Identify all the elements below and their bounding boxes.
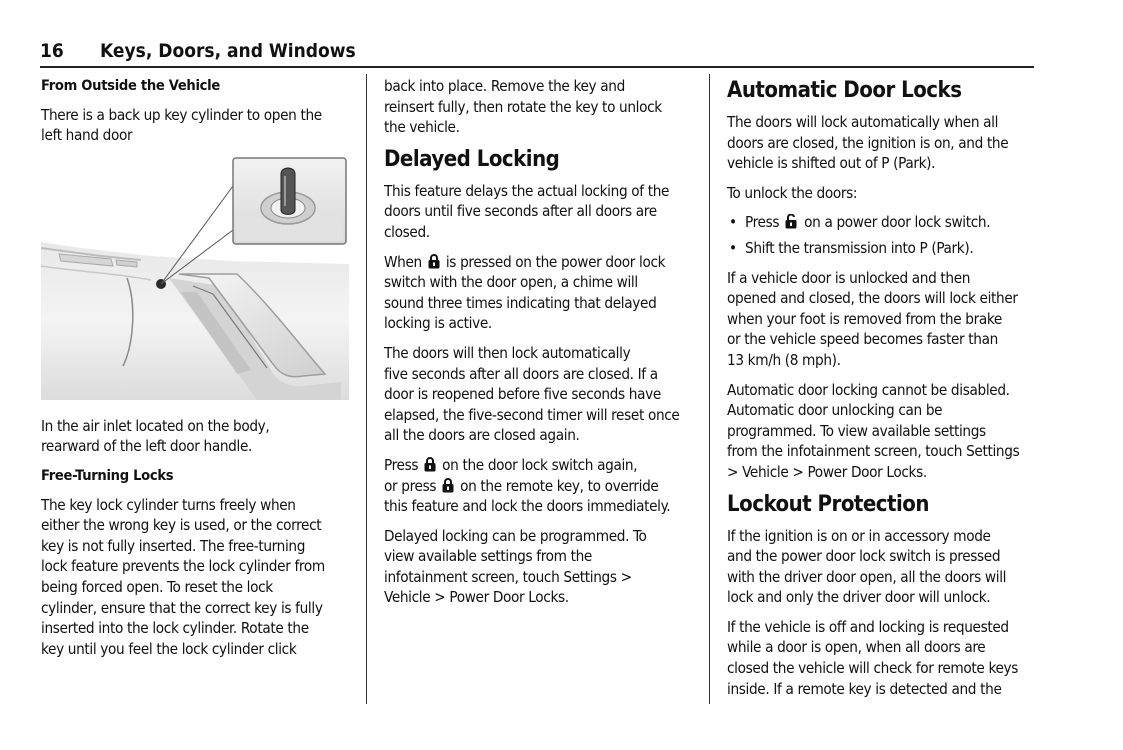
list-item [727, 238, 1039, 259]
bullet: • [729, 213, 737, 232]
column-divider [709, 74, 710, 704]
paragraph: This feature delays the actual locking of the doors until five seconds after all doors are closed. [384, 181, 670, 241]
text: is pressed on the power door lock switch with the door open, a chime will sound three times indicating that delayed locking is active. [384, 252, 666, 333]
paragraph: Automatic door locking cannot be disabled. Automatic door unlocking can be programmed. To view available settings from the infotainment screen, touch Settings > Vehicle > Power Door Locks. [727, 380, 1020, 481]
column-divider [366, 74, 367, 704]
page-number: 16 [40, 40, 64, 62]
paragraph: Delayed locking can be programmed. To view available settings from the infotainment screen, touch Settings > Vehicle > Power Door Locks. [384, 526, 647, 607]
paragraph: To unlock the doors: [727, 183, 858, 202]
unlock-icon [785, 214, 798, 229]
column-1 [41, 76, 347, 668]
subheading-outside-vehicle: From Outside the Vehicle [41, 77, 220, 94]
paragraph [384, 455, 694, 517]
column-3 [727, 76, 1039, 708]
column-2 [384, 76, 694, 617]
section-title: Keys, Doors, and Windows [100, 40, 356, 62]
paragraph [384, 252, 694, 334]
text: Shift the transmission into P (Park). [745, 238, 974, 257]
text: Press [384, 455, 419, 474]
text: on the door lock switch again, or press [384, 455, 638, 495]
paragraph: The doors will then lock automatically five seconds after all doors are closed. If a door is reopened before five seconds have elapsed, the five-second timer will reset once all the doors are closed again. [384, 343, 680, 445]
heading-delayed-locking: Delayed Locking [384, 146, 560, 172]
lock-icon [428, 254, 440, 269]
paragraph: In the air inlet located on the body, rearward of the left door handle. [41, 416, 270, 456]
paragraph: There is a back up key cylinder to open the left hand door [41, 105, 322, 145]
page-header [40, 40, 1034, 68]
heading-automatic-door-locks: Automatic Door Locks [727, 78, 962, 103]
text: Press [745, 213, 780, 232]
lock-icon [424, 457, 436, 472]
bullet: • [729, 238, 737, 257]
paragraph: If a vehicle door is unlocked and then opened and closed, the doors will lock either when your foot is removed from the brake or the vehicle speed becomes faster than 13 km/h (8 mph). [727, 268, 1018, 369]
text: on a power door lock switch. [804, 213, 991, 232]
text: When [384, 252, 422, 271]
subheading-free-turning-locks: Free-Turning Locks [41, 466, 174, 484]
paragraph: The key lock cylinder turns freely when either the wrong key is used, or the correct key is not fully inserted. The free-turning lock feature prevents the lock cylinder from being forced open. To reset the lock cylinder, ensure that the correct key is fully inserted into the lock cylinder. Rotate the key until you feel the lock cylinder click [41, 495, 325, 658]
key-cylinder-illustration-svg [41, 156, 349, 400]
text: on the remote key, to override this feature and lock the doors immediately. [384, 476, 671, 516]
paragraph: The doors will lock automatically when all doors are closed, the ignition is on, and the vehicle is shifted out of P (Park). [727, 113, 1009, 173]
list-item [727, 212, 1039, 233]
lock-icon [442, 478, 454, 493]
heading-lockout-protection: Lockout Protection [727, 491, 929, 517]
paragraph: If the vehicle is off and locking is requested while a door is open, when all doors are closed the vehicle will check for remote keys inside. If a remote key is detected and the [727, 617, 1019, 698]
paragraph: If the ignition is on or in accessory mode and the power door lock switch is pressed with the driver door open, all the doors will lock and only the driver door will unlock. [727, 526, 1007, 607]
unlock-steps-list [727, 212, 1039, 258]
paragraph: back into place. Remove the key and reinsert fully, then rotate the key to unlock the vehicle. [384, 77, 662, 137]
key-cylinder-illustration [41, 156, 349, 400]
